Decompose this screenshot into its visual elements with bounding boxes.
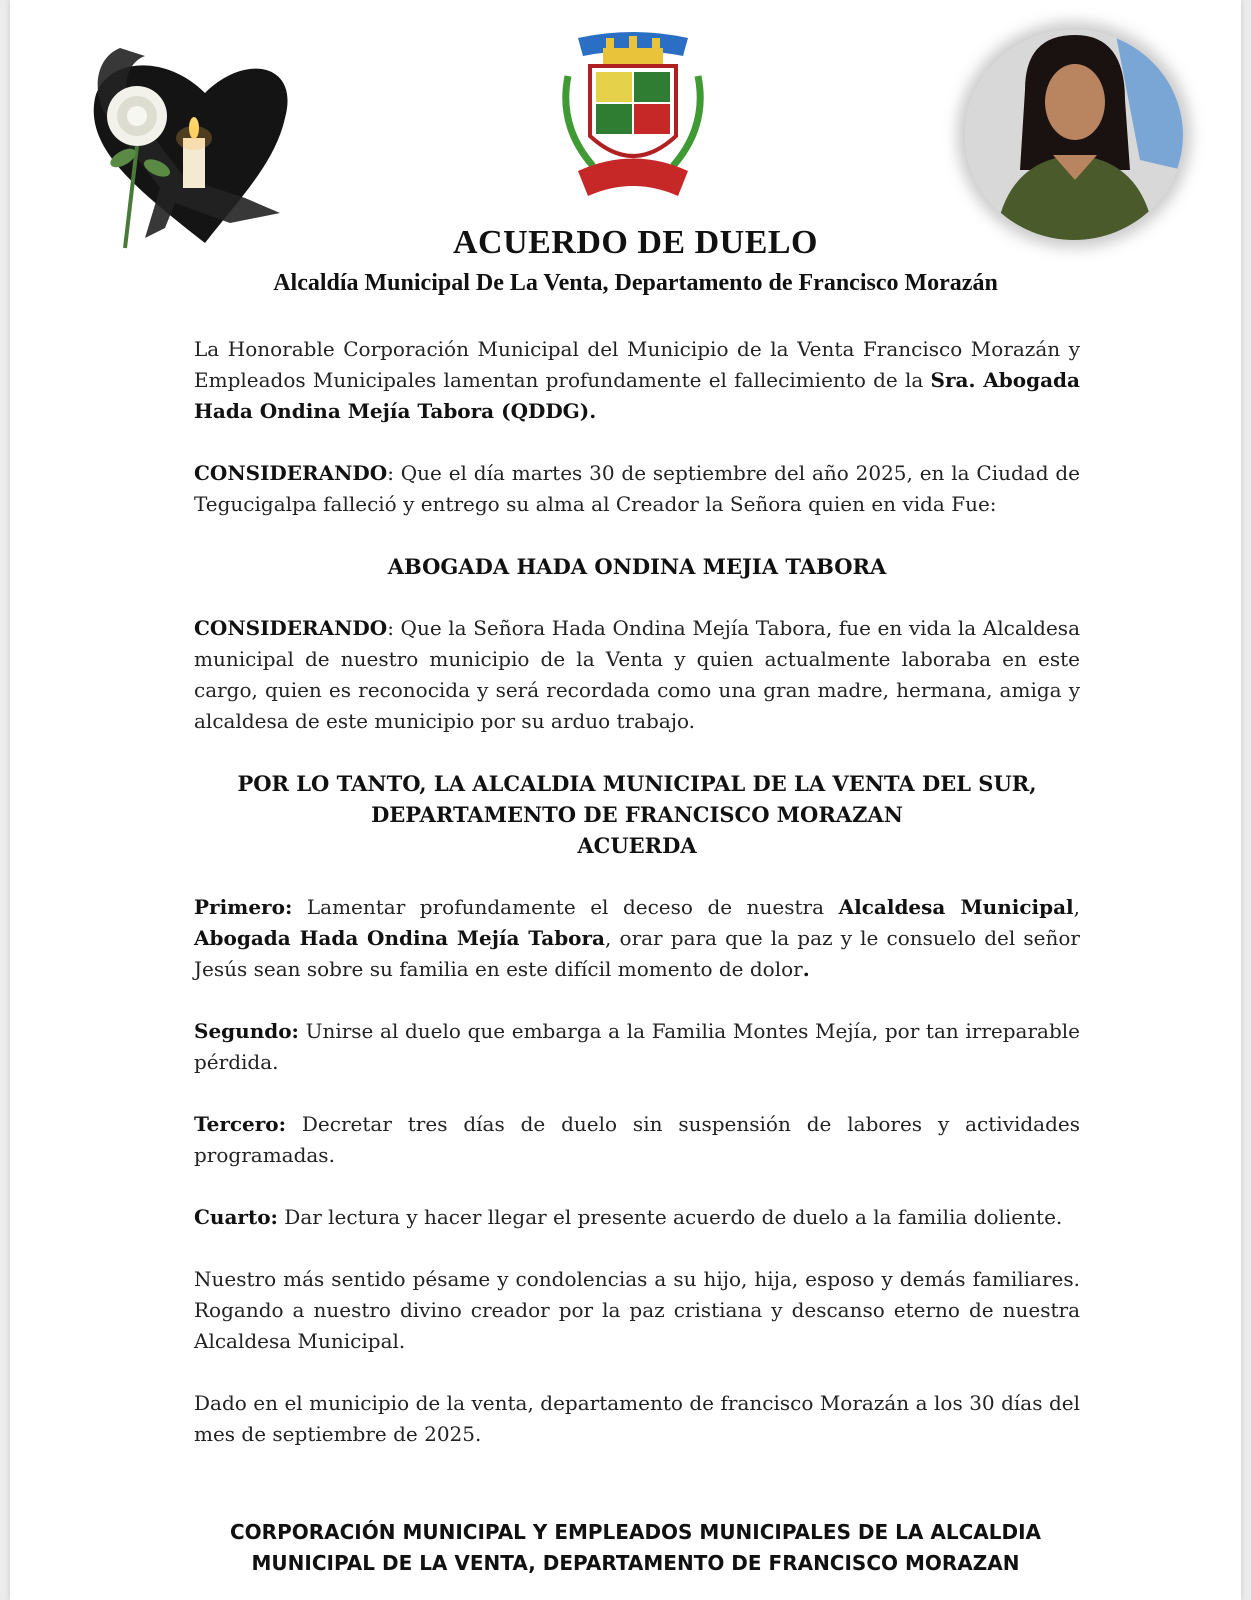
primero-paragraph: Primero: Lamentar profundamente el deceso de nuestra Alcaldesa Municipal, Abogada Hada Ondina Mejía Tabora, orar para que la paz y le consuelo del señor Jesús sean sobre su familia en este difícil momento de dolor. [194, 895, 1081, 981]
given-paragraph: Dado en el municipio de la venta, departamento de francisco Morazán a los 30 días del mes de septiembre de 2025. [194, 1391, 1080, 1446]
portrait-photo [965, 30, 1183, 240]
tercero-paragraph: Tercero: Decretar tres días de duelo sin suspensión de labores y actividades programadas. [194, 1112, 1080, 1167]
municipal-coat-of-arms [548, 26, 718, 206]
signature-footer [10, 1517, 1251, 1579]
document-body [194, 334, 1080, 1481]
resolution-heading: POR LO TANTO, LA ALCALDIA MUNICIPAL DE LA VENTA DEL SUR, DEPARTAMENTO DE FRANCISCO MORAZAN ACUERDA [237, 771, 1037, 858]
document-title: ACUERDO DE DUELO [452, 224, 819, 261]
segundo-paragraph: Segundo: Unirse al duelo que embarga a la Familia Montes Mejía, por tan irreparable pérdida. [194, 1019, 1080, 1074]
considerando-paragraph-2: CONSIDERANDO: Que la Señora Hada Ondina Mejía Tabora, fue en vida la Alcaldesa municipal de nuestro municipio de la Venta y quien actualmente laboraba en este cargo, quien es reconocida y será recordada como una gran madre, hermana, amiga y alcaldesa de este municipio por su arduo trabajo. [194, 616, 1080, 733]
document-subtitle: Alcaldía Municipal De La Venta, Departamento de Francisco Morazán [273, 270, 998, 296]
cuarto-paragraph: Cuarto: Dar lectura y hacer llegar el presente acuerdo de duelo a la familia doliente. [194, 1205, 1063, 1229]
condolences-paragraph: Nuestro más sentido pésame y condolencias a su hijo, hija, esposo y demás familiares. Rogando a nuestro divino creador por la paz cristiana y descanso eterno de nuestra Alcaldesa Municipal. [194, 1267, 1080, 1353]
mourning-heart-emblem [65, 38, 290, 253]
document-page [10, 0, 1241, 1600]
deceased-name-heading: ABOGADA HADA ONDINA MEJIA TABORA [387, 554, 887, 579]
footer-line-2: MUNICIPAL DE LA VENTA, DEPARTAMENTO DE FRANCISCO MORAZAN [251, 1551, 1020, 1575]
footer-line-1: CORPORACIÓN MUNICIPAL Y EMPLEADOS MUNICIPALES DE LA ALCALDIA [230, 1520, 1041, 1544]
considerando-paragraph-1: CONSIDERANDO: Que el día martes 30 de septiembre del año 2025, en la Ciudad de Tegucigalpa falleció y entrego su alma al Creador la Señora quien en vida Fue: [194, 461, 1080, 516]
intro-paragraph: La Honorable Corporación Municipal del Municipio de la Venta Francisco Morazán y Empleados Municipales lamentan profundamente el fallecimiento de la Sra. Abogada Hada Ondina Mejía Tabora (QDDG). [194, 337, 1080, 423]
